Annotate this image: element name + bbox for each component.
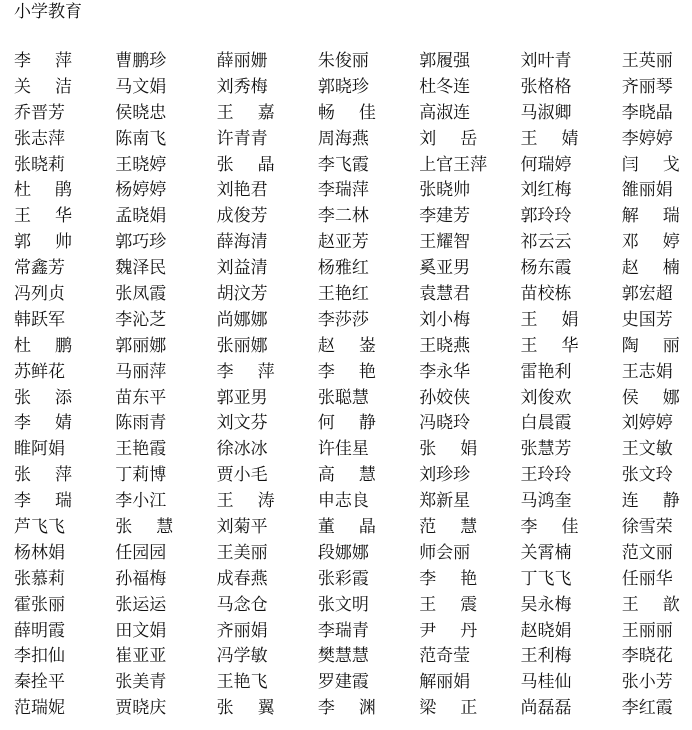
name-cell: 陈雨青	[115, 413, 167, 434]
name-cell: 李 渊	[317, 698, 376, 719]
name-cell: 刘叶青	[520, 51, 572, 71]
name-cell: 连 静	[621, 491, 680, 512]
name-cell: 张小芳	[621, 672, 673, 693]
name-cell: 郭晓珍	[317, 76, 369, 97]
name-cell: 刘文芬	[216, 413, 268, 434]
name-cell: 杜冬连	[419, 76, 471, 97]
name-cell: 许青青	[216, 128, 268, 149]
name-cell: 贾小毛	[216, 465, 268, 486]
name-cell: 王 娟	[520, 309, 579, 330]
name-cell: 刘益清	[216, 258, 268, 279]
name-cell: 李瑞青	[317, 620, 369, 641]
name-cell: 苗校栋	[520, 284, 572, 305]
name-cell: 李建芳	[419, 206, 471, 227]
name-cell: 范 慧	[419, 517, 478, 538]
name-cell: 成俊芳	[216, 206, 268, 227]
name-cell: 申志良	[317, 491, 369, 512]
name-cell: 张 娟	[419, 439, 478, 460]
name-cell: 祁云云	[520, 232, 572, 253]
name-cell: 孟晓娟	[115, 206, 167, 227]
name-cell: 郭丽娜	[115, 335, 167, 356]
name-cell: 王晓婷	[115, 154, 167, 175]
name-cell: 张文玲	[621, 465, 673, 486]
name-cell: 马淑卿	[520, 102, 572, 123]
name-cell: 王志娟	[621, 361, 673, 382]
name-cell: 畅 佳	[317, 102, 376, 123]
name-cell: 成春燕	[216, 568, 268, 589]
name-cell: 李瑞萍	[317, 180, 369, 201]
name-cell: 张丽娜	[216, 335, 268, 356]
name-cell: 刘珍珍	[419, 465, 471, 486]
name-cell: 陶 丽	[621, 335, 680, 356]
name-cell: 徐雪荣	[621, 517, 673, 538]
name-cell: 范瑞妮	[14, 698, 65, 719]
section-title: 小学教育	[14, 2, 82, 22]
name-cell: 赵亚芳	[317, 232, 369, 253]
name-cell: 苗东平	[115, 387, 167, 408]
name-cell: 张慕莉	[14, 568, 65, 589]
name-cell: 芦飞飞	[14, 517, 65, 538]
name-cell: 王耀智	[419, 232, 471, 253]
name-cell: 王 歆	[621, 594, 680, 615]
name-cell: 王晓燕	[419, 335, 471, 356]
name-cell: 韩跃军	[14, 309, 65, 330]
name-cell: 贾晓庆	[115, 698, 167, 719]
name-cell: 高淑连	[419, 102, 471, 123]
name-cell: 刘俊欢	[520, 387, 572, 408]
name-cell: 睢阿娟	[14, 439, 65, 460]
name-cell: 李莎莎	[317, 309, 369, 330]
name-cell: 李 瑞	[14, 491, 72, 512]
name-cell: 李晓晶	[621, 102, 673, 123]
name-cell: 史国芳	[621, 309, 673, 330]
name-cell: 侯 娜	[621, 387, 680, 408]
name-cell: 李二林	[317, 206, 369, 227]
name-cell: 邓 婷	[621, 232, 680, 253]
name-cell: 王文敏	[621, 439, 673, 460]
name-cell: 何瑞婷	[520, 154, 572, 175]
name-cell: 王 华	[14, 206, 72, 227]
name-cell: 侯晓忠	[115, 102, 167, 123]
name-cell: 马文娟	[115, 76, 167, 97]
name-cell: 张文明	[317, 594, 369, 615]
name-cell: 李 艳	[317, 361, 376, 382]
name-cell: 崔亚亚	[115, 646, 167, 667]
name-cell: 薛丽姗	[216, 51, 268, 71]
name-cell: 丁飞飞	[520, 568, 572, 589]
name-cell: 李扣仙	[14, 646, 65, 667]
name-cell: 李 艳	[419, 568, 478, 589]
name-cell: 周海燕	[317, 128, 369, 149]
name-cell: 王美丽	[216, 542, 268, 563]
name-cell: 何 静	[317, 413, 376, 434]
name-cell: 张志萍	[14, 128, 65, 149]
name-cell: 孙姣侠	[419, 387, 471, 408]
name-cell: 关 洁	[14, 76, 72, 97]
name-cell: 郭巧珍	[115, 232, 167, 253]
name-cell: 薛明霞	[14, 620, 65, 641]
name-cell: 李婷婷	[621, 128, 673, 149]
name-cell: 张聪慧	[317, 387, 369, 408]
name-cell: 田文娟	[115, 620, 167, 641]
name-cell: 罗建霞	[317, 672, 369, 693]
name-cell: 任园园	[115, 542, 167, 563]
name-cell: 雒丽娟	[621, 180, 673, 201]
name-cell: 刘婷婷	[621, 413, 673, 434]
name-cell: 王利梅	[520, 646, 572, 667]
name-cell: 张 添	[14, 387, 72, 408]
name-cell: 张慧芳	[520, 439, 572, 460]
name-cell: 王英丽	[621, 51, 673, 71]
name-cell: 乔晋芳	[14, 102, 65, 123]
name-cell: 胡汶芳	[216, 284, 268, 305]
name-cell: 刘艳君	[216, 180, 268, 201]
name-cell: 冯列贞	[14, 284, 65, 305]
name-cell: 王 婧	[520, 128, 579, 149]
name-cell: 张 晶	[216, 154, 275, 175]
name-cell: 常鑫芳	[14, 258, 65, 279]
name-cell: 魏泽民	[115, 258, 167, 279]
name-cell: 李红霞	[621, 698, 673, 719]
name-cell: 曹鹏珍	[115, 51, 167, 71]
name-cell: 尹 丹	[419, 620, 478, 641]
name-cell: 郭 帅	[14, 232, 72, 253]
name-cell: 李沁芝	[115, 309, 167, 330]
name-cell: 杨婷婷	[115, 180, 167, 201]
name-cell: 吴永梅	[520, 594, 572, 615]
name-cell: 赵 楠	[621, 258, 680, 279]
name-cell: 张格格	[520, 76, 572, 97]
name-cell: 王艳红	[317, 284, 369, 305]
name-cell: 奚亚男	[419, 258, 471, 279]
name-cell: 马丽萍	[115, 361, 167, 382]
name-cell: 袁慧君	[419, 284, 471, 305]
name-cell: 薛海清	[216, 232, 268, 253]
name-cell: 冯学敏	[216, 646, 268, 667]
name-cell: 解 瑞	[621, 206, 680, 227]
name-cell: 樊慧慧	[317, 646, 369, 667]
name-cell: 刘 岳	[419, 128, 478, 149]
name-cell: 任丽华	[621, 568, 673, 589]
name-cell: 王 震	[419, 594, 478, 615]
name-cell: 李 婧	[14, 413, 72, 434]
name-cell: 杨林娟	[14, 542, 65, 563]
name-cell: 白晨霞	[520, 413, 572, 434]
name-cell: 李永华	[419, 361, 471, 382]
name-cell: 张晓莉	[14, 154, 65, 175]
name-cell: 杨雅红	[317, 258, 369, 279]
name-cell: 李小江	[115, 491, 167, 512]
name-cell: 李 萍	[14, 51, 72, 71]
name-cell: 王 华	[520, 335, 579, 356]
name-cell: 刘小梅	[419, 309, 471, 330]
name-cell: 张彩霞	[317, 568, 369, 589]
name-cell: 徐冰冰	[216, 439, 268, 460]
name-cell: 张 翼	[216, 698, 275, 719]
name-cell: 范文丽	[621, 542, 673, 563]
name-cell: 刘红梅	[520, 180, 572, 201]
name-cell: 解丽娟	[419, 672, 471, 693]
name-cell: 刘菊平	[216, 517, 268, 538]
name-cell: 霍张丽	[14, 594, 65, 615]
name-cell: 张晓帅	[419, 180, 471, 201]
name-cell: 段娜娜	[317, 542, 369, 563]
name-cell: 马念仓	[216, 594, 268, 615]
name-cell: 范奇莹	[419, 646, 471, 667]
name-list	[14, 49, 682, 722]
name-cell: 王艳霞	[115, 439, 167, 460]
name-cell: 赵晓娟	[520, 620, 572, 641]
name-cell: 王 嘉	[216, 102, 275, 123]
name-cell: 尚磊磊	[520, 698, 572, 719]
name-cell: 苏鲜花	[14, 361, 65, 382]
name-cell: 张美青	[115, 672, 167, 693]
name-cell: 赵 崟	[317, 335, 376, 356]
name-cell: 李飞霞	[317, 154, 369, 175]
name-cell: 李 佳	[520, 517, 579, 538]
name-cell: 闫 戈	[621, 154, 680, 175]
name-cell: 陈南飞	[115, 128, 167, 149]
name-cell: 郭履强	[419, 51, 471, 71]
name-cell: 杨东霞	[520, 258, 572, 279]
name-cell: 李 萍	[216, 361, 275, 382]
name-cell: 张运运	[115, 594, 167, 615]
name-cell: 齐丽娟	[216, 620, 268, 641]
name-cell: 许佳星	[317, 439, 369, 460]
name-cell: 郭玲玲	[520, 206, 572, 227]
name-cell: 梁 正	[419, 698, 478, 719]
name-cell: 齐丽琴	[621, 76, 673, 97]
name-cell: 李晓花	[621, 646, 673, 667]
name-cell: 雷艳利	[520, 361, 572, 382]
name-cell: 郑新星	[419, 491, 471, 512]
name-cell: 上官王萍	[419, 154, 488, 175]
name-cell: 高 慧	[317, 465, 376, 486]
name-cell: 关霄楠	[520, 542, 572, 563]
name-cell: 马鸿奎	[520, 491, 572, 512]
name-cell: 朱俊丽	[317, 51, 369, 71]
name-cell: 郭宏超	[621, 284, 673, 305]
name-cell: 郭亚男	[216, 387, 268, 408]
name-cell: 丁莉博	[115, 465, 167, 486]
name-cell: 杜 鹃	[14, 180, 72, 201]
name-cell: 张 慧	[115, 517, 174, 538]
name-cell: 刘秀梅	[216, 76, 268, 97]
name-cell: 王丽丽	[621, 620, 673, 641]
name-cell: 秦拴平	[14, 672, 65, 693]
name-cell: 王玲玲	[520, 465, 572, 486]
name-cell: 马桂仙	[520, 672, 572, 693]
name-cell: 王 涛	[216, 491, 275, 512]
name-cell: 冯晓玲	[419, 413, 471, 434]
name-cell: 王艳飞	[216, 672, 268, 693]
name-cell: 张 萍	[14, 465, 72, 486]
name-cell: 董 晶	[317, 517, 376, 538]
name-cell: 孙福梅	[115, 568, 167, 589]
name-cell: 张凤霞	[115, 284, 167, 305]
name-cell: 尚娜娜	[216, 309, 268, 330]
name-cell: 杜 鹏	[14, 335, 72, 356]
name-cell: 师会丽	[419, 542, 471, 563]
